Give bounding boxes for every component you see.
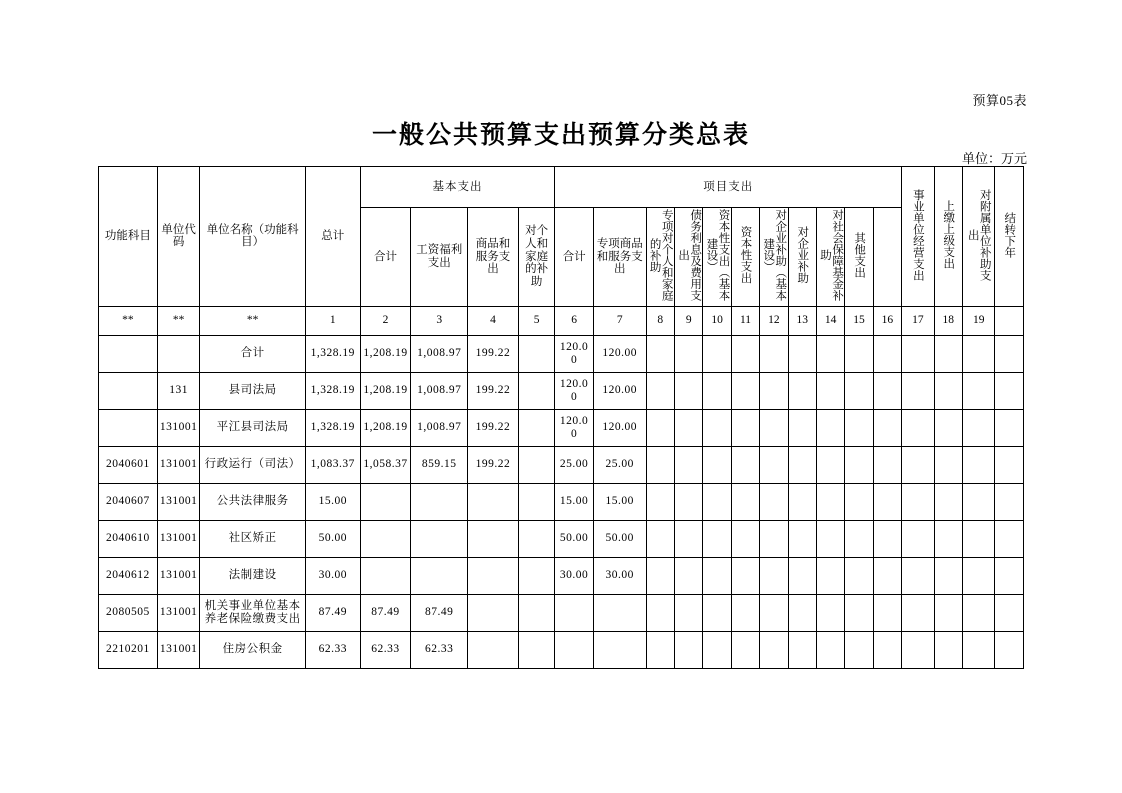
colnum-22 — [995, 306, 1024, 335]
cell-basic-person — [518, 594, 555, 631]
cell-unit-code — [157, 335, 200, 372]
cell-project-capital-construction — [703, 335, 731, 372]
cell-project-enterprise-subsidy-cap — [760, 409, 788, 446]
cell-project-social-security — [816, 557, 844, 594]
header-project-enterprise-subsidy: 对企业补助 — [788, 208, 816, 307]
cell-affiliated — [934, 520, 962, 557]
cell-unit-code: 131001 — [157, 631, 200, 668]
cell-project-capital — [731, 483, 759, 520]
colnum-8: 6 — [555, 306, 594, 335]
cell-project-subtotal — [555, 594, 594, 631]
cell-basic-subtotal — [360, 483, 411, 520]
cell-basic-subtotal: 1,208.19 — [360, 409, 411, 446]
cell-project-capital-construction — [703, 409, 731, 446]
header-project-person: 专项对个人和家庭的补助 — [646, 208, 674, 307]
table-row — [99, 520, 1024, 557]
cell-project-capital-construction — [703, 631, 731, 668]
cell-project-enterprise-subsidy — [788, 335, 816, 372]
cell-basic-subtotal: 62.33 — [360, 631, 411, 668]
cell-project-debt — [675, 335, 703, 372]
cell-business-operation — [873, 557, 901, 594]
cell-project-debt — [675, 446, 703, 483]
cell-project-enterprise-subsidy — [788, 409, 816, 446]
colnum-4: 2 — [360, 306, 411, 335]
cell-project-subtotal — [555, 631, 594, 668]
colnum-16: 14 — [816, 306, 844, 335]
cell-spacer — [995, 372, 1024, 409]
cell-upper-level — [902, 483, 934, 520]
cell-project-debt — [675, 409, 703, 446]
cell-upper-level — [902, 446, 934, 483]
table-body — [99, 335, 1024, 668]
cell-project-other — [845, 557, 873, 594]
cell-basic-subtotal: 1,208.19 — [360, 372, 411, 409]
cell-basic-person — [518, 483, 555, 520]
cell-project-person — [646, 372, 674, 409]
cell-project-capital — [731, 446, 759, 483]
cell-basic-goods — [468, 594, 519, 631]
cell-func-code: 2040610 — [99, 520, 158, 557]
colnum-1: ** — [157, 306, 200, 335]
header-project-other: 其他支出 — [845, 208, 873, 307]
cell-project-capital — [731, 631, 759, 668]
cell-basic-person — [518, 520, 555, 557]
cell-project-social-security — [816, 483, 844, 520]
cell-project-enterprise-subsidy — [788, 631, 816, 668]
cell-total: 62.33 — [305, 631, 360, 668]
cell-business-operation — [873, 483, 901, 520]
cell-basic-person — [518, 446, 555, 483]
cell-basic-goods — [468, 520, 519, 557]
colnum-3: 1 — [305, 306, 360, 335]
header-business-operation: 事业单位经营支出 — [902, 167, 934, 307]
cell-basic-person — [518, 409, 555, 446]
cell-spacer — [995, 520, 1024, 557]
cell-project-debt — [675, 483, 703, 520]
cell-project-social-security — [816, 520, 844, 557]
colnum-9: 7 — [593, 306, 646, 335]
cell-project-debt — [675, 372, 703, 409]
header-basic-salary: 工资福利支出 — [411, 208, 468, 307]
cell-basic-salary: 62.33 — [411, 631, 468, 668]
cell-project-subtotal: 120.00 — [555, 409, 594, 446]
cell-project-person — [646, 594, 674, 631]
cell-basic-goods: 199.22 — [468, 372, 519, 409]
cell-basic-subtotal — [360, 557, 411, 594]
cell-unit-name: 公共法律服务 — [200, 483, 305, 520]
cell-project-subtotal: 120.00 — [555, 335, 594, 372]
table-row — [99, 594, 1024, 631]
header-unit-code: 单位代码 — [157, 167, 200, 307]
cell-spacer — [995, 446, 1024, 483]
cell-affiliated — [934, 483, 962, 520]
cell-carryover — [962, 446, 994, 483]
cell-project-subtotal: 30.00 — [555, 557, 594, 594]
cell-basic-goods — [468, 631, 519, 668]
cell-func-code — [99, 409, 158, 446]
cell-unit-name: 县司法局 — [200, 372, 305, 409]
cell-project-enterprise-subsidy — [788, 483, 816, 520]
table-column-number-row — [99, 306, 1024, 335]
cell-basic-person — [518, 631, 555, 668]
cell-project-other — [845, 520, 873, 557]
cell-basic-goods: 199.22 — [468, 446, 519, 483]
cell-carryover — [962, 631, 994, 668]
cell-project-subtotal: 25.00 — [555, 446, 594, 483]
cell-project-other — [845, 446, 873, 483]
cell-project-enterprise-subsidy — [788, 594, 816, 631]
cell-upper-level — [902, 372, 934, 409]
cell-project-capital — [731, 557, 759, 594]
cell-basic-person — [518, 557, 555, 594]
cell-basic-salary — [411, 557, 468, 594]
cell-basic-salary: 1,008.97 — [411, 409, 468, 446]
cell-spacer — [995, 594, 1024, 631]
cell-basic-goods — [468, 557, 519, 594]
colnum-11: 9 — [675, 306, 703, 335]
cell-project-person — [646, 520, 674, 557]
cell-total: 1,328.19 — [305, 335, 360, 372]
table-row — [99, 631, 1024, 668]
cell-project-social-security — [816, 631, 844, 668]
cell-business-operation — [873, 335, 901, 372]
cell-func-code: 2040607 — [99, 483, 158, 520]
header-basic-person: 对个人和家庭的补助 — [518, 208, 555, 307]
cell-project-person — [646, 335, 674, 372]
cell-unit-name: 社区矫正 — [200, 520, 305, 557]
header-project-goods: 专项商品和服务支出 — [593, 208, 646, 307]
table-row — [99, 446, 1024, 483]
cell-project-goods: 15.00 — [593, 483, 646, 520]
cell-basic-salary — [411, 483, 468, 520]
cell-project-enterprise-subsidy-cap — [760, 446, 788, 483]
cell-project-enterprise-subsidy-cap — [760, 594, 788, 631]
cell-func-code — [99, 335, 158, 372]
cell-project-goods: 30.00 — [593, 557, 646, 594]
cell-carryover — [962, 520, 994, 557]
cell-basic-goods: 199.22 — [468, 409, 519, 446]
cell-basic-subtotal: 1,208.19 — [360, 335, 411, 372]
cell-spacer — [995, 409, 1024, 446]
cell-total: 1,328.19 — [305, 372, 360, 409]
colnum-10: 8 — [646, 306, 674, 335]
cell-unit-name: 平江县司法局 — [200, 409, 305, 446]
colnum-14: 12 — [760, 306, 788, 335]
cell-spacer — [995, 483, 1024, 520]
cell-basic-salary: 1,008.97 — [411, 335, 468, 372]
header-basic-group: 基本支出 — [360, 167, 555, 208]
cell-unit-code: 131 — [157, 372, 200, 409]
table-row — [99, 372, 1024, 409]
cell-project-other — [845, 594, 873, 631]
cell-project-capital — [731, 409, 759, 446]
cell-business-operation — [873, 372, 901, 409]
header-project-capital: 资本性支出 — [731, 208, 759, 307]
header-project-social-security: 对社会保障基金补助 — [816, 208, 844, 307]
cell-basic-goods: 199.22 — [468, 335, 519, 372]
colnum-2: ** — [200, 306, 305, 335]
cell-total: 1,083.37 — [305, 446, 360, 483]
header-unit-name: 单位名称（功能科目） — [200, 167, 305, 307]
cell-project-person — [646, 631, 674, 668]
colnum-5: 3 — [411, 306, 468, 335]
cell-project-capital — [731, 594, 759, 631]
cell-carryover — [962, 409, 994, 446]
colnum-12: 10 — [703, 306, 731, 335]
cell-project-person — [646, 557, 674, 594]
cell-affiliated — [934, 594, 962, 631]
cell-basic-subtotal: 1,058.37 — [360, 446, 411, 483]
colnum-20: 18 — [934, 306, 962, 335]
header-total: 总计 — [305, 167, 360, 307]
colnum-13: 11 — [731, 306, 759, 335]
colnum-17: 15 — [845, 306, 873, 335]
cell-total: 1,328.19 — [305, 409, 360, 446]
header-project-group: 项目支出 — [555, 167, 902, 208]
cell-upper-level — [902, 409, 934, 446]
cell-project-social-security — [816, 335, 844, 372]
cell-spacer — [995, 631, 1024, 668]
header-basic-goods: 商品和服务支出 — [468, 208, 519, 307]
cell-carryover — [962, 335, 994, 372]
cell-upper-level — [902, 335, 934, 372]
cell-project-other — [845, 372, 873, 409]
cell-basic-salary: 859.15 — [411, 446, 468, 483]
cell-project-enterprise-subsidy — [788, 446, 816, 483]
cell-project-enterprise-subsidy-cap — [760, 335, 788, 372]
cell-func-code: 2040612 — [99, 557, 158, 594]
cell-project-enterprise-subsidy — [788, 557, 816, 594]
cell-project-other — [845, 483, 873, 520]
cell-project-enterprise-subsidy-cap — [760, 372, 788, 409]
table-row — [99, 557, 1024, 594]
cell-project-social-security — [816, 594, 844, 631]
cell-func-code: 2080505 — [99, 594, 158, 631]
cell-unit-code: 131001 — [157, 557, 200, 594]
cell-project-person — [646, 409, 674, 446]
header-project-subtotal: 合计 — [555, 208, 594, 307]
colnum-19: 17 — [902, 306, 934, 335]
cell-basic-person — [518, 372, 555, 409]
cell-project-goods: 50.00 — [593, 520, 646, 557]
cell-project-enterprise-subsidy-cap — [760, 631, 788, 668]
cell-project-social-security — [816, 446, 844, 483]
cell-project-person — [646, 446, 674, 483]
colnum-0: ** — [99, 306, 158, 335]
cell-project-capital — [731, 520, 759, 557]
colnum-6: 4 — [468, 306, 519, 335]
cell-project-other — [845, 335, 873, 372]
cell-project-goods: 25.00 — [593, 446, 646, 483]
cell-func-code — [99, 372, 158, 409]
cell-unit-code: 131001 — [157, 409, 200, 446]
cell-project-debt — [675, 557, 703, 594]
cell-basic-goods — [468, 483, 519, 520]
cell-upper-level — [902, 631, 934, 668]
cell-project-social-security — [816, 409, 844, 446]
cell-unit-name: 行政运行（司法） — [200, 446, 305, 483]
cell-project-social-security — [816, 372, 844, 409]
header-basic-subtotal: 合计 — [360, 208, 411, 307]
cell-business-operation — [873, 446, 901, 483]
cell-project-other — [845, 631, 873, 668]
cell-project-capital-construction — [703, 446, 731, 483]
page-title: 一般公共预算支出预算分类总表 — [371, 122, 750, 149]
cell-spacer — [995, 335, 1024, 372]
header-affiliated: 对附属单位补助支出 — [962, 167, 994, 307]
cell-project-goods: 120.00 — [593, 409, 646, 446]
cell-carryover — [962, 483, 994, 520]
cell-project-subtotal: 120.00 — [555, 372, 594, 409]
cell-affiliated — [934, 631, 962, 668]
cell-project-capital-construction — [703, 483, 731, 520]
header-project-debt: 债务利息及费用支出 — [675, 208, 703, 307]
cell-affiliated — [934, 557, 962, 594]
header-func-code: 功能科目 — [99, 167, 158, 307]
cell-project-enterprise-subsidy — [788, 372, 816, 409]
cell-func-code: 2040601 — [99, 446, 158, 483]
cell-project-debt — [675, 520, 703, 557]
cell-total: 50.00 — [305, 520, 360, 557]
cell-project-goods — [593, 594, 646, 631]
cell-project-enterprise-subsidy-cap — [760, 483, 788, 520]
cell-affiliated — [934, 372, 962, 409]
cell-project-goods: 120.00 — [593, 335, 646, 372]
cell-project-goods — [593, 631, 646, 668]
colnum-7: 5 — [518, 306, 555, 335]
cell-project-enterprise-subsidy-cap — [760, 520, 788, 557]
cell-unit-code: 131001 — [157, 594, 200, 631]
header-carryover: 结转下年 — [995, 167, 1024, 307]
header-upper-level: 上缴上级支出 — [934, 167, 962, 307]
cell-carryover — [962, 557, 994, 594]
cell-spacer — [995, 557, 1024, 594]
table-row — [99, 483, 1024, 520]
cell-project-capital — [731, 335, 759, 372]
table-row — [99, 335, 1024, 372]
cell-unit-name: 机关事业单位基本养老保险缴费支出 — [200, 594, 305, 631]
cell-project-subtotal: 15.00 — [555, 483, 594, 520]
cell-unit-name: 住房公积金 — [200, 631, 305, 668]
cell-project-capital-construction — [703, 372, 731, 409]
cell-unit-code: 131001 — [157, 446, 200, 483]
cell-affiliated — [934, 409, 962, 446]
cell-unit-name: 合计 — [200, 335, 305, 372]
budget-table — [98, 166, 1024, 669]
cell-project-person — [646, 483, 674, 520]
cell-project-capital-construction — [703, 520, 731, 557]
cell-project-debt — [675, 594, 703, 631]
cell-basic-salary — [411, 520, 468, 557]
cell-unit-code: 131001 — [157, 483, 200, 520]
header-project-enterprise-subsidy-cap: 对企业补助（基本建设） — [760, 208, 788, 307]
colnum-18: 16 — [873, 306, 901, 335]
cell-project-subtotal: 50.00 — [555, 520, 594, 557]
form-code-label: 预算05表 — [972, 93, 1027, 108]
cell-project-enterprise-subsidy-cap — [760, 557, 788, 594]
cell-business-operation — [873, 594, 901, 631]
cell-project-goods: 120.00 — [593, 372, 646, 409]
cell-business-operation — [873, 631, 901, 668]
colnum-15: 13 — [788, 306, 816, 335]
cell-total: 87.49 — [305, 594, 360, 631]
cell-upper-level — [902, 594, 934, 631]
cell-project-debt — [675, 631, 703, 668]
cell-carryover — [962, 372, 994, 409]
cell-basic-subtotal: 87.49 — [360, 594, 411, 631]
cell-project-enterprise-subsidy — [788, 520, 816, 557]
cell-total: 15.00 — [305, 483, 360, 520]
cell-project-capital-construction — [703, 594, 731, 631]
cell-unit-name: 法制建设 — [200, 557, 305, 594]
colnum-21: 19 — [962, 306, 994, 335]
unit-note: 单位：万元 — [961, 151, 1027, 166]
cell-project-capital — [731, 372, 759, 409]
cell-func-code: 2210201 — [99, 631, 158, 668]
cell-upper-level — [902, 520, 934, 557]
table-header-row-top — [99, 167, 1024, 208]
cell-unit-code: 131001 — [157, 520, 200, 557]
cell-basic-subtotal — [360, 520, 411, 557]
cell-project-other — [845, 409, 873, 446]
cell-total: 30.00 — [305, 557, 360, 594]
cell-upper-level — [902, 557, 934, 594]
cell-business-operation — [873, 409, 901, 446]
cell-basic-person — [518, 335, 555, 372]
cell-basic-salary: 87.49 — [411, 594, 468, 631]
cell-carryover — [962, 594, 994, 631]
table-row — [99, 409, 1024, 446]
cell-basic-salary: 1,008.97 — [411, 372, 468, 409]
cell-affiliated — [934, 335, 962, 372]
cell-project-capital-construction — [703, 557, 731, 594]
header-project-capital-construction: 资本性支出（基本建设） — [703, 208, 731, 307]
cell-business-operation — [873, 520, 901, 557]
cell-affiliated — [934, 446, 962, 483]
